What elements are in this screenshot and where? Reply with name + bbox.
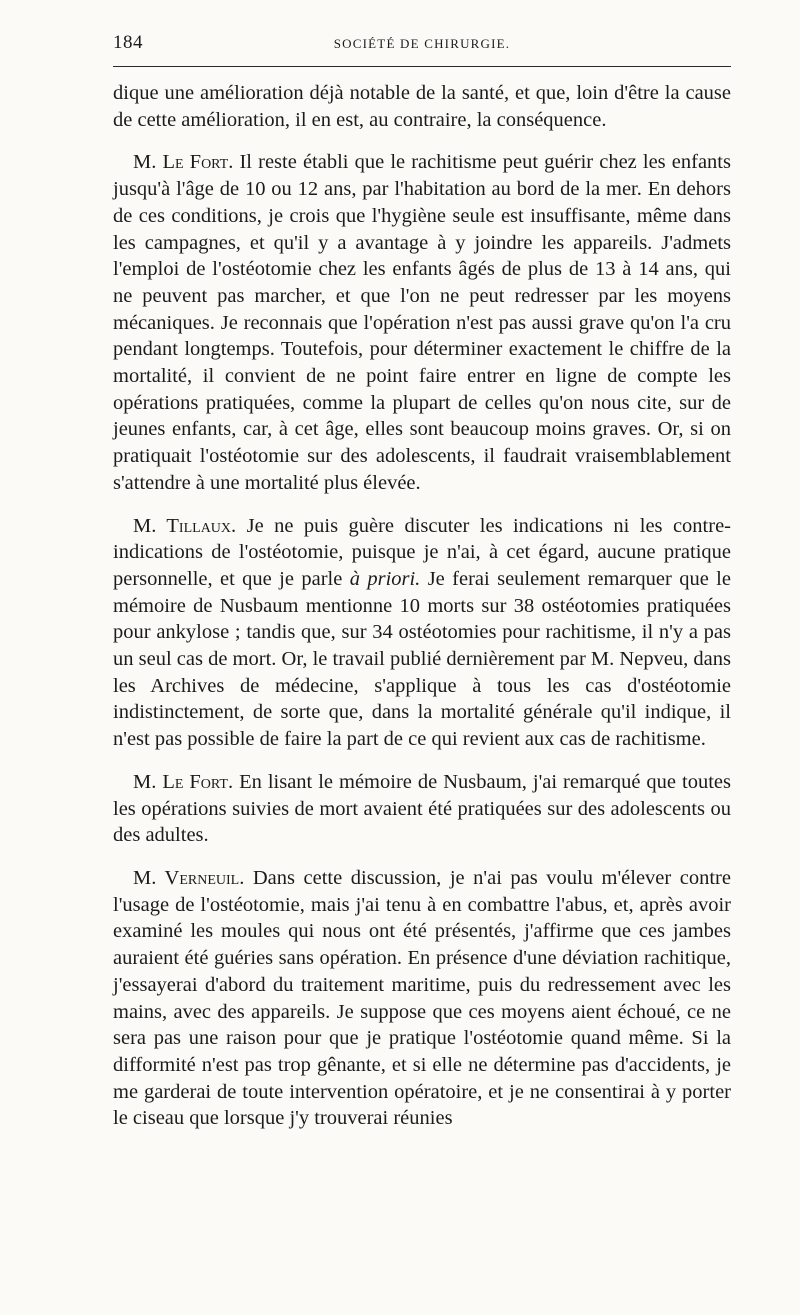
running-title: SOCIÉTÉ DE CHIRURGIE. xyxy=(333,36,511,51)
paragraph-le-fort-1 xyxy=(113,149,731,496)
speaker-name: M. Verneuil. xyxy=(133,866,245,889)
speaker-name: M. Le Fort. xyxy=(133,151,234,174)
paragraph-text: Dans cette discussion, je n'ai pas voulu m'élever contre l'usage de l'ostéotomie, mais j'ai tenu à en combattre l'abus, et, après avoir examiné les moules qui nous ont été présentés, j'affirme que ces jambes auraient été guéries sans opération. En présence d'une déviation rachitique, j'essayerai d'abord du traitement maritime, puis du redressement avec les mains, avec des appareils. Je suppose que ces moyens aient échoué, ce ne sera pas une raison pour que je pratique l'ostéotomie quand même. Si la difformité n'est pas trop gênante, et si elle ne détermine pas d'accidents, je me garderai de toute intervention opératoire, et je ne consentirai à y porter le ciseau que lorsque j'y trouverai réunies xyxy=(113,866,731,1130)
paragraph-text: Il reste établi que le rachitisme peut guérir chez les enfants jusqu'à l'âge de 10 ou 12 ans, par l'habitation au bord de la mer. En dehors de ces conditions, je crois que l'hygiène seule est insuffisante, même dans les campagnes, et qu'il y a avantage à y joindre les appareils. J'admets l'emploi de l'ostéotomie chez les enfants âgés de plus de 13 à 14 ans, qui ne peuvent pas marcher, et que l'on ne peut redresser par les moyens mécaniques. Je reconnais que l'opération n'est pas aussi grave qu'on l'a cru pendant longtemps. Toutefois, pour déterminer exactement le chiffre de la mortalité, il convient de ne point faire entrer en ligne de compte les opérations pratiquées, comme la plupart de celles qu'on nous cite, sur de jeunes enfants, car, à cet âge, elles sont beaucoup moins graves. Or, si on pratiquait l'ostéotomie sur des adolescents, il faudrait vraisemblablement s'attendre à une mortalité plus élevée. xyxy=(113,151,731,494)
italic-phrase: à priori. xyxy=(349,567,421,590)
header-rule xyxy=(113,66,731,67)
paragraph-tillaux xyxy=(113,513,731,753)
body-text xyxy=(113,80,731,1148)
paragraph-continuation xyxy=(113,80,731,133)
speaker-name: M. Tillaux. xyxy=(133,514,237,537)
paragraph-text: Je ferai seulement remarquer que le mémoire de Nusbaum mentionne 10 morts sur 38 ostéotomies pratiquées pour ankylose ; tandis que, sur 34 ostéotomies pour rachitisme, il n'y a pas un seul cas de mort. Or, le travail publié dernièrement par M. Nepveu, dans les Archives de médecine, s'applique à tous les cas d'ostéotomie indistinctement, de sorte que, dans la mortalité générale qu'il indique, il n'est pas possible de faire la part de ce qui revient aux cas de rachitisme. xyxy=(113,567,731,751)
page-header xyxy=(113,32,731,56)
page-number: 184 xyxy=(113,32,143,53)
paragraph-text: Je ne puis guère discuter les indications ni les contre-indications de l'ostéotomie, puisque je n'ai, à cet égard, aucune pratique personnelle, et que je parle xyxy=(113,514,732,590)
paragraph-verneuil xyxy=(113,865,731,1132)
paragraph-le-fort-2 xyxy=(113,769,731,849)
paragraph-text: dique une amélioration déjà notable de la santé, et que, loin d'être la cause de cette amélioration, il en est, au contraire, la conséquence. xyxy=(113,82,731,131)
paragraph-text: En lisant le mémoire de Nusbaum, j'ai remarqué que toutes les opérations suivies de mort avaient été pratiquées sur des adolescents ou des adultes. xyxy=(113,770,731,847)
speaker-name: M. Le Fort. xyxy=(133,770,234,793)
